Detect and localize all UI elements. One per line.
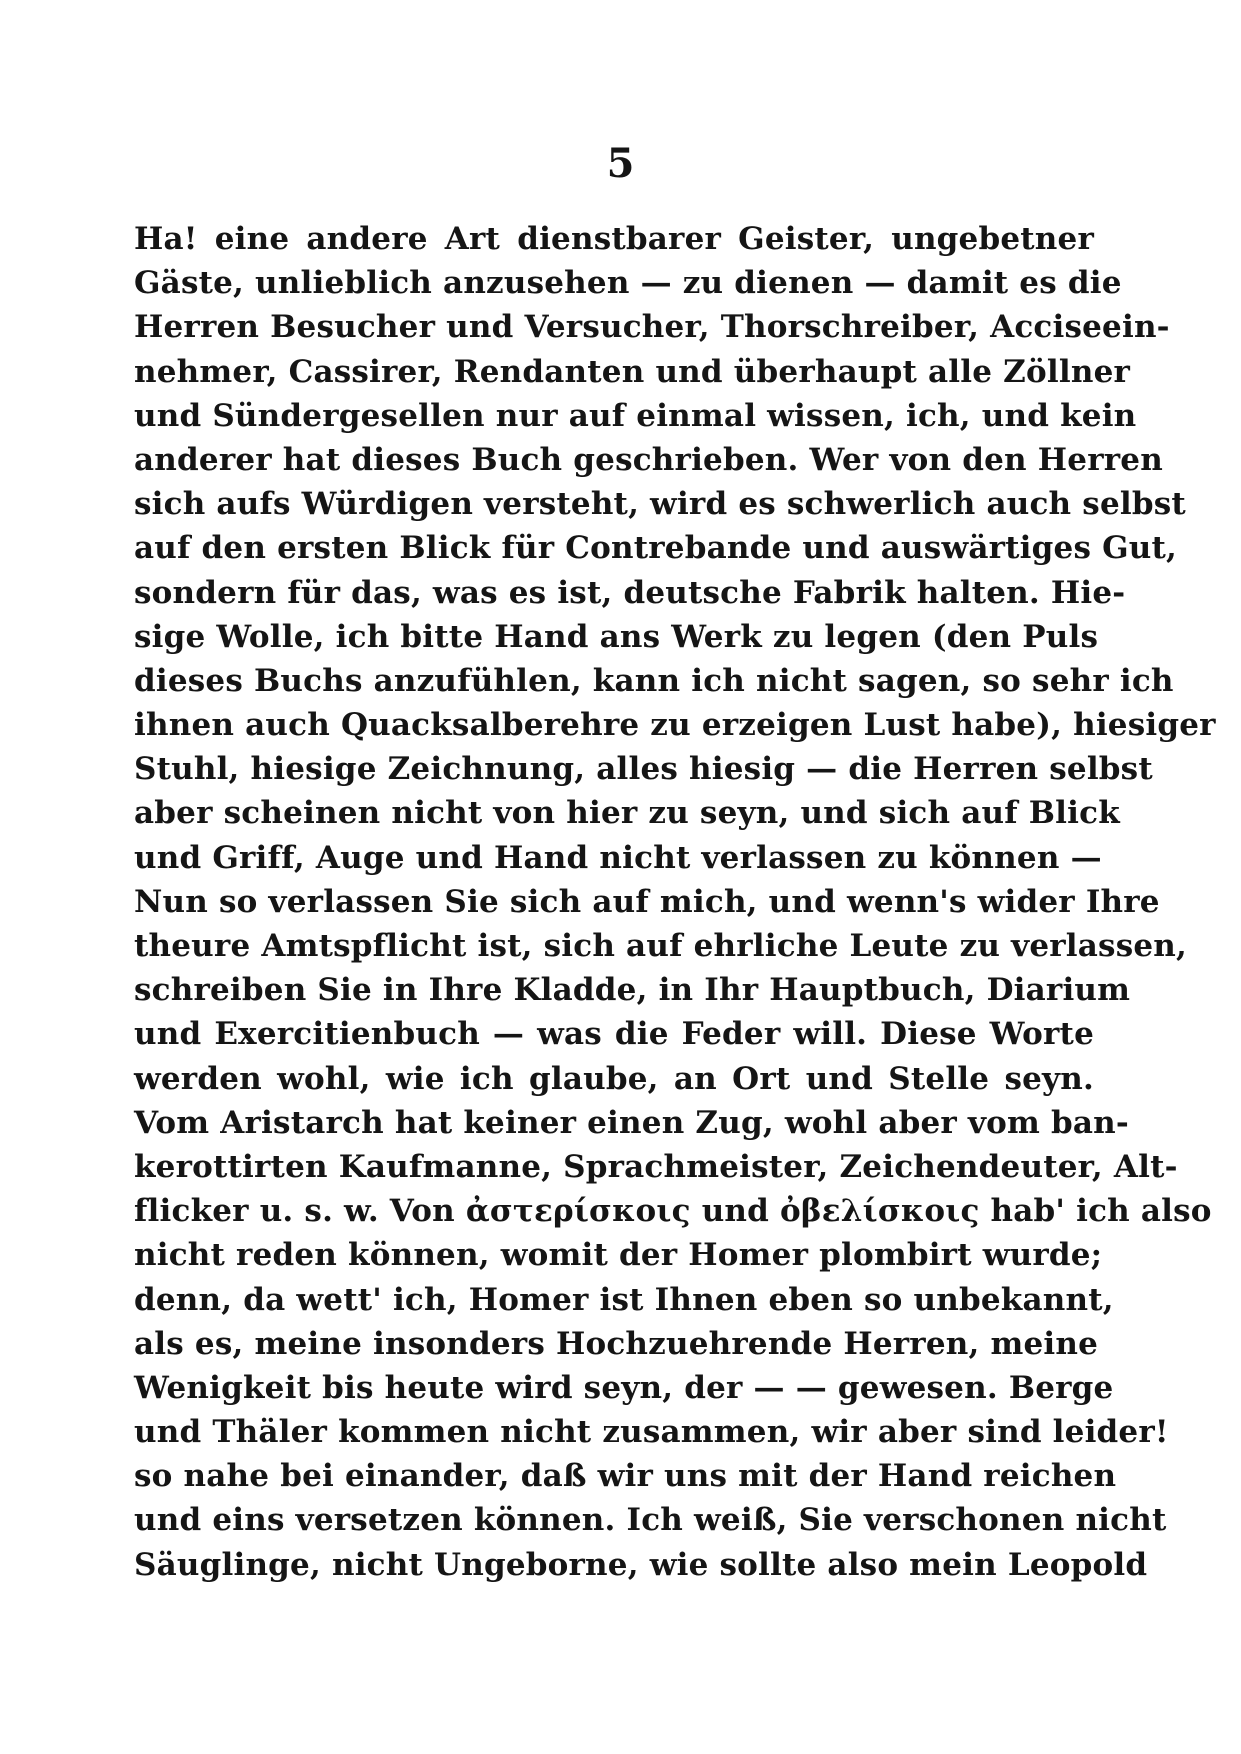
text-line: Säuglinge, nicht Ungeborne, wie sollte also mein Leopold [134, 1546, 1148, 1583]
text-line: dieses Buchs anzufühlen, kann ich nicht sagen, so sehr ich [134, 662, 1174, 699]
text-line: kerottirten Kaufmanne, Sprachmeister, Zeichendeuter, Alt- [134, 1148, 1178, 1185]
text-line: Stuhl, hiesige Zeichnung, alles hiesig — die Herren selbst [134, 751, 1153, 788]
text-line: Nun so verlassen Sie sich auf mich, und wenn's wider Ihre [134, 883, 1160, 920]
text-line: und Griff, Auge und Hand nicht verlassen zu können — [134, 839, 1102, 876]
text-line: nicht reden können, womit der Homer plombirt wurde; [134, 1237, 1103, 1274]
body-text [134, 217, 1216, 1587]
text-line: und Exercitienbuch — was die Feder will. Diese Worte [134, 1016, 1094, 1053]
text-line: nehmer, Cassirer, Rendanten und überhaupt alle Zöllner [134, 353, 1131, 390]
text-line: sich aufs Würdigen versteht, wird es schwerlich auch selbst [134, 486, 1186, 523]
text-line: ihnen auch Quacksalberehre zu erzeigen Lust habe), hiesiger [134, 707, 1216, 744]
text-line: und eins versetzen können. Ich weiß, Sie verschonen nicht [134, 1502, 1167, 1539]
text-line: Herren Besucher und Versucher, Thorschreiber, Acciseein- [134, 309, 1170, 346]
text-line: sige Wolle, ich bitte Hand ans Werk zu legen (den Puls [134, 618, 1099, 655]
text-line: aber scheinen nicht von hier zu seyn, und sich auf Blick [134, 795, 1120, 832]
page-number: 5 [606, 140, 635, 187]
text-line: sondern für das, was es ist, deutsche Fabrik halten. Hie- [134, 574, 1126, 611]
text-line: werden wohl, wie ich glaube, an Ort und Stelle seyn. [134, 1060, 1094, 1097]
text-line: schreiben Sie in Ihre Kladde, in Ihr Hauptbuch, Diarium [134, 972, 1131, 1009]
text-line: flicker u. s. w. Von ἀστερίσκοις und ὀβελίσκοις hab' ich also [134, 1193, 1212, 1230]
text-line: Wenigkeit bis heute wird seyn, der — — gewesen. Berge [134, 1369, 1114, 1406]
text-line: theure Amtspflicht ist, sich auf ehrliche Leute zu verlassen, [134, 928, 1188, 964]
text-line: und Thäler kommen nicht zusammen, wir aber sind leider! [134, 1414, 1169, 1451]
text-line: Gäste, unlieblich anzusehen — zu dienen — damit es die [134, 265, 1122, 302]
text-line: denn, da wett' ich, Homer ist Ihnen eben so unbekannt, [134, 1281, 1114, 1318]
text-line: anderer hat dieses Buch geschrieben. Wer von den Herren [134, 441, 1163, 478]
text-line: als es, meine insonders Hochzuehrende Herren, meine [134, 1325, 1099, 1362]
text-line: und Sündergesellen nur auf einmal wissen, ich, und kein [134, 397, 1137, 434]
text-line: auf den ersten Blick für Contrebande und auswärtiges Gut, [134, 530, 1178, 567]
text-line: Ha! eine andere Art dienstbarer Geister, ungebetner [134, 221, 1094, 257]
text-line: Vom Aristarch hat keiner einen Zug, wohl aber vom ban- [134, 1104, 1129, 1141]
text-line: so nahe bei einander, daß wir uns mit der Hand reichen [134, 1458, 1117, 1495]
